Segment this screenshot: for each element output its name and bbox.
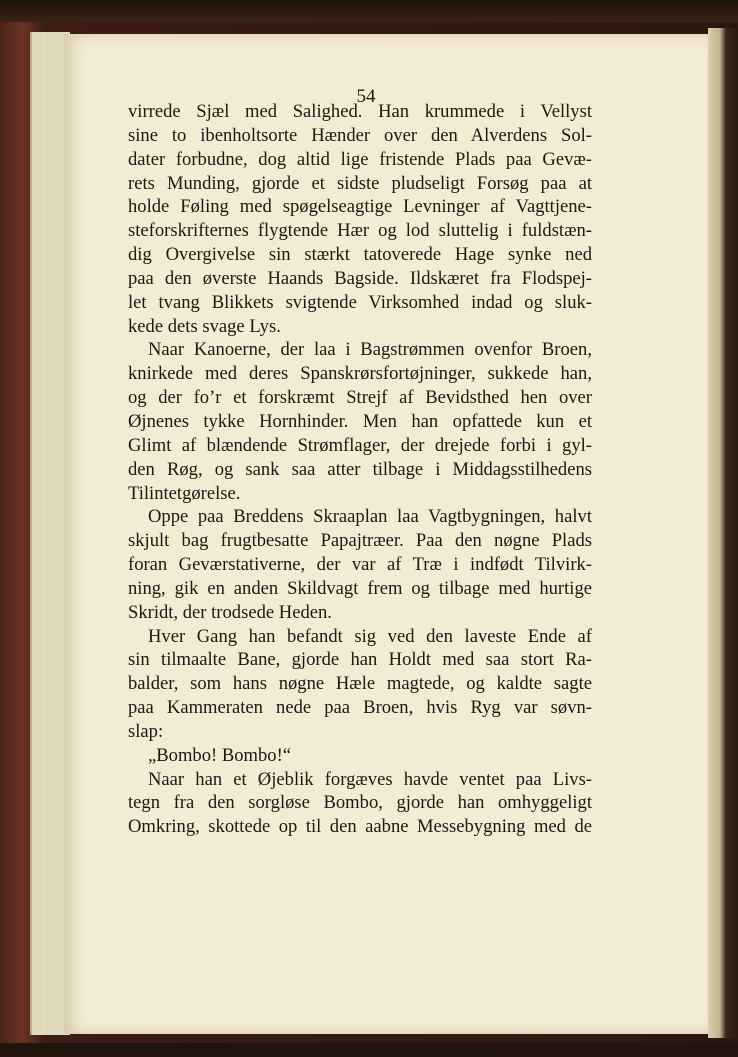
text-line: kede dets svage Lys. — [128, 315, 281, 337]
text-line: virrede Sjæl med Salighed. Han krummede i Vellyst — [128, 101, 592, 122]
text-line: „Bombo! Bombo!“ — [148, 744, 292, 766]
text-line: steforskrifternes flygtende Hær og lod sluttelig i fuldstæn- — [128, 220, 592, 242]
text-line: skjult bag frugtbesatte Papajtræer. Paa den nøgne Plads — [128, 530, 592, 552]
text-line: Oppe paa Breddens Skraaplan laa Vagtbygningen, halvt — [148, 506, 592, 528]
text-line: Glimt af blændende Strømflager, der drejede forbi i gyl- — [128, 434, 592, 456]
page-number: 54 — [356, 86, 376, 107]
text-line: knirkede med deres Spanskrørsfortøjninger, sukkede han, — [128, 363, 592, 385]
text-line: tegn fra den sorgløse Bombo, gjorde han omhyggeligt — [128, 792, 592, 814]
text-line: rets Munding, gjorde et sidste pludseligt Forsøg paa at — [128, 172, 592, 194]
text-line: balder, som hans nøgne Hæle magtede, og kaldte sagte — [128, 673, 592, 695]
text-line: Skridt, der trodsede Heden. — [128, 601, 332, 623]
text-line: sine to ibenholtsorte Hænder over den Alverdens Sol- — [128, 124, 592, 146]
body-text — [128, 100, 592, 839]
text-line: holde Føling med spøgelseagtige Levninger af Vagttjene- — [128, 196, 592, 218]
text-line: let tvang Blikkets svigtende Virksomhed indad og sluk- — [128, 291, 592, 313]
text-line: paa Kammeraten nede paa Broen, hvis Ryg var søvn- — [128, 697, 592, 719]
text-line: Øjnenes tykke Hornhinder. Men han opfattede kun et — [128, 410, 592, 432]
text-line: Naar han et Øjeblik forgæves havde ventet paa Livs- — [148, 768, 592, 790]
text-line: dig Overgivelse sin stærkt tatoverede Hage synke ned — [128, 244, 592, 266]
text-line: ning, gik en anden Skildvagt frem og tilbage med hurtige — [128, 577, 592, 599]
text-line: slap: — [128, 720, 164, 742]
text-line: paa den øverste Haands Bagside. Ildskæret fra Flodspej- — [128, 267, 592, 289]
right-page-edge — [708, 28, 738, 1038]
text-line: og der fo’r et forskræmt Strejf af Bevidsthed hen over — [128, 387, 592, 409]
cover-bottom-edge — [0, 1043, 738, 1057]
text-line: foran Geværstativerne, der var af Træ i indfødt Tilvirk- — [128, 554, 592, 576]
text-line: Omkring, skottede op til den aabne Messebygning med de — [128, 816, 592, 838]
text-line: Naar Kanoerne, der laa i Bagstrømmen ovenfor Broen, — [148, 339, 592, 361]
cover-top-edge — [0, 0, 738, 22]
text-line: dater forbudne, dog altid lige fristende Plads paa Gevæ- — [128, 148, 592, 170]
text-line: Tilintetgørelse. — [128, 482, 241, 504]
text-line: sin tilmaalte Bane, gjorde han Holdt med saa stort Ra- — [128, 649, 592, 671]
text-line: Hver Gang han befandt sig ved den laveste Ende af — [148, 625, 592, 647]
text-line: den Røg, og sank saa atter tilbage i Middagsstilhedens — [128, 458, 592, 480]
